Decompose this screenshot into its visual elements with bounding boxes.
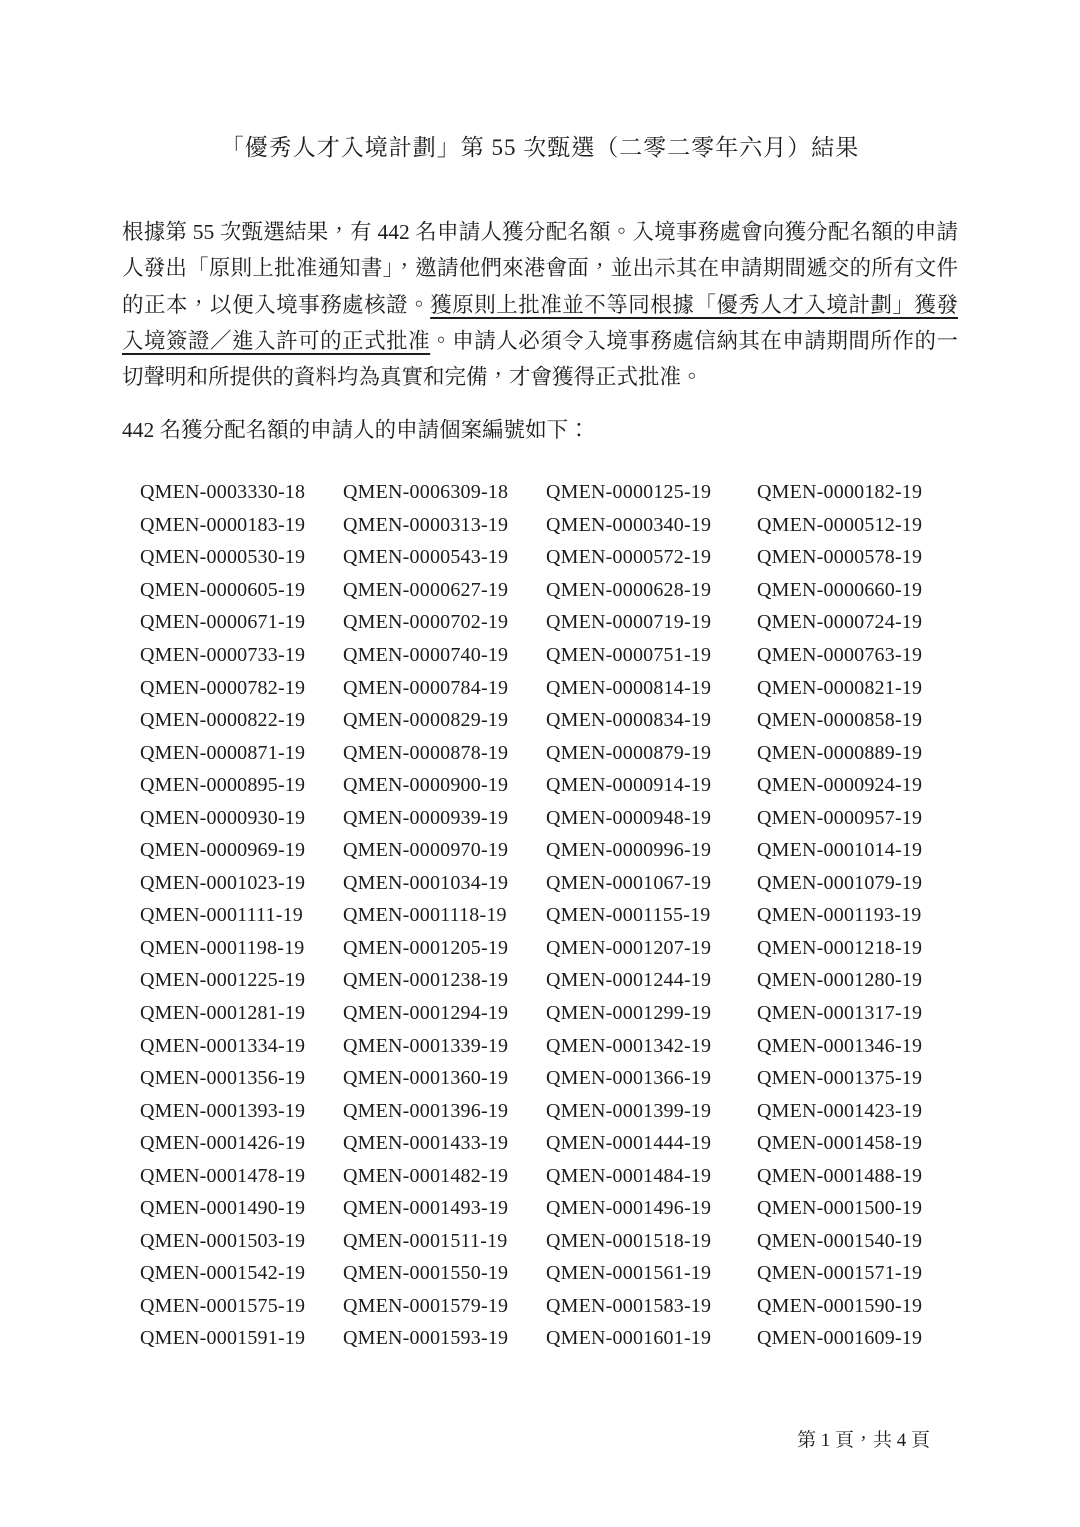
case-row: [140, 542, 940, 575]
case-row: [140, 1193, 940, 1226]
case-number: QMEN-0000948-19: [546, 806, 712, 829]
case-number: QMEN-0001590-19: [757, 1294, 923, 1317]
case-number: QMEN-0001218-19: [757, 936, 923, 959]
case-number: QMEN-0000814-19: [546, 676, 712, 699]
case-number: QMEN-0001360-19: [343, 1067, 509, 1090]
case-number: QMEN-0000733-19: [140, 643, 306, 666]
case-number: QMEN-0000914-19: [546, 774, 712, 797]
case-number: QMEN-0001280-19: [757, 969, 923, 992]
case-number: QMEN-0000924-19: [757, 774, 923, 797]
case-number: QMEN-0001583-19: [546, 1294, 712, 1317]
case-number: QMEN-0001478-19: [140, 1164, 306, 1187]
case-number: QMEN-0000543-19: [343, 546, 509, 569]
case-number: QMEN-0001540-19: [757, 1229, 923, 1252]
case-number: QMEN-0001550-19: [343, 1262, 509, 1285]
case-number: QMEN-0001482-19: [343, 1164, 509, 1187]
case-number: QMEN-0001014-19: [757, 839, 923, 862]
case-number: QMEN-0001023-19: [140, 871, 306, 894]
case-number: QMEN-0001111-19: [140, 904, 303, 927]
case-number: QMEN-0001593-19: [343, 1327, 509, 1350]
case-row: [140, 900, 940, 933]
case-number: QMEN-0001609-19: [757, 1327, 923, 1350]
case-row: [140, 672, 940, 705]
case-row: [140, 997, 940, 1030]
case-row: [140, 639, 940, 672]
case-number: QMEN-0001518-19: [546, 1229, 712, 1252]
case-number: QMEN-0000578-19: [757, 546, 923, 569]
body-paragraph: [122, 214, 958, 395]
case-number: QMEN-0001579-19: [343, 1294, 509, 1317]
case-row: [140, 1030, 940, 1063]
case-list-intro: 442 名獲分配名額的申請人的申請個案編號如下：: [122, 418, 590, 443]
case-row: [140, 932, 940, 965]
case-number: QMEN-0001356-19: [140, 1067, 306, 1090]
case-number-grid: [140, 476, 940, 1355]
case-number: QMEN-0000572-19: [546, 546, 712, 569]
case-number: QMEN-0000125-19: [546, 481, 712, 504]
case-number: QMEN-0000183-19: [140, 513, 306, 536]
case-number: QMEN-0001396-19: [343, 1099, 509, 1122]
case-number: QMEN-0001484-19: [546, 1164, 712, 1187]
case-row: [140, 1062, 940, 1095]
case-number: QMEN-0001225-19: [140, 969, 306, 992]
case-number: QMEN-0001423-19: [757, 1099, 923, 1122]
page-title: 「優秀人才入境計劃」第 55 次甄選（二零二零年六月）結果: [220, 135, 860, 160]
case-number: QMEN-0000829-19: [343, 709, 509, 732]
case-row: [140, 1258, 940, 1291]
case-number: QMEN-0000821-19: [757, 676, 923, 699]
case-row: [140, 574, 940, 607]
case-row: [140, 802, 940, 835]
case-number: QMEN-0006309-18: [343, 481, 509, 504]
case-number: QMEN-0000719-19: [546, 611, 712, 634]
case-number: QMEN-0001334-19: [140, 1034, 306, 1057]
paragraph-text-before: 根據第 55 次甄選結果，有 442 名申請人獲分配名額。入境事務處會向獲分配名額的申請人發出「原則上批准通知書」，邀請他們來港會面，並出示其在申請期間遞交的所有文件的正本，以便入境事務處核證。: [122, 220, 958, 317]
case-number: QMEN-0001342-19: [546, 1034, 712, 1057]
case-number: QMEN-0001488-19: [757, 1164, 923, 1187]
case-number: QMEN-0001444-19: [546, 1132, 712, 1155]
case-number: QMEN-0001503-19: [140, 1229, 306, 1252]
case-number: QMEN-0000340-19: [546, 513, 712, 536]
case-number: QMEN-0000939-19: [343, 806, 509, 829]
paragraph-text-after: 。申請人必須令入境事務處信納其在申請期間所作的一切聲明和所提供的資料均為真實和完備，才會獲得正式批准。: [122, 328, 958, 390]
case-row: [140, 476, 940, 509]
case-row: [140, 1095, 940, 1128]
case-number: QMEN-0000740-19: [343, 643, 509, 666]
case-number: QMEN-0001561-19: [546, 1262, 712, 1285]
case-number: QMEN-0000628-19: [546, 578, 712, 601]
case-number: QMEN-0000671-19: [140, 611, 306, 634]
case-number: QMEN-0000878-19: [343, 741, 509, 764]
case-number: QMEN-0001155-19: [546, 904, 711, 927]
case-number: QMEN-0001601-19: [546, 1327, 712, 1350]
case-number: QMEN-0000530-19: [140, 546, 306, 569]
case-row: [140, 867, 940, 900]
case-number: QMEN-0000834-19: [546, 709, 712, 732]
case-number: QMEN-0000822-19: [140, 709, 306, 732]
case-number: QMEN-0001299-19: [546, 1002, 712, 1024]
case-number: QMEN-0000782-19: [140, 676, 306, 699]
case-number: QMEN-0001198-19: [140, 936, 305, 959]
case-row: [140, 1225, 940, 1258]
case-number: QMEN-0000895-19: [140, 774, 306, 797]
case-number: QMEN-0000660-19: [757, 578, 923, 601]
case-number: QMEN-0001205-19: [343, 936, 509, 959]
case-number: QMEN-0001244-19: [546, 969, 712, 992]
case-number: QMEN-0000627-19: [343, 578, 509, 601]
case-number: QMEN-0000858-19: [757, 709, 923, 732]
case-number: QMEN-0001238-19: [343, 969, 509, 992]
case-row: [140, 704, 940, 737]
case-number: QMEN-0001426-19: [140, 1132, 306, 1155]
case-number: QMEN-0000313-19: [343, 513, 509, 536]
case-number: QMEN-0000969-19: [140, 839, 306, 862]
case-number: QMEN-0000889-19: [757, 741, 923, 764]
case-number: QMEN-0001542-19: [140, 1262, 306, 1285]
case-number: QMEN-0001458-19: [757, 1132, 923, 1155]
case-number: QMEN-0001571-19: [757, 1262, 923, 1285]
case-number: QMEN-0001575-19: [140, 1294, 306, 1317]
case-number: QMEN-0000996-19: [546, 839, 712, 862]
case-number: QMEN-0000724-19: [757, 611, 923, 634]
case-number: QMEN-0001118-19: [343, 904, 507, 927]
case-number: QMEN-0001294-19: [343, 1002, 509, 1024]
case-number: QMEN-0001317-19: [757, 1002, 923, 1024]
case-number: QMEN-0001591-19: [140, 1327, 306, 1350]
case-number: QMEN-0001193-19: [757, 904, 922, 927]
case-row: [140, 835, 940, 868]
case-number: QMEN-0001207-19: [546, 936, 712, 959]
case-row: [140, 1127, 940, 1160]
case-number: QMEN-0003330-18: [140, 481, 306, 504]
case-row: [140, 1290, 940, 1323]
case-number: QMEN-0001399-19: [546, 1099, 712, 1122]
case-number: QMEN-0000702-19: [343, 611, 509, 634]
case-number: QMEN-0000784-19: [343, 676, 509, 699]
case-number: QMEN-0001493-19: [343, 1197, 509, 1220]
case-number: QMEN-0001375-19: [757, 1067, 923, 1090]
case-row: [140, 737, 940, 770]
case-number: QMEN-0001346-19: [757, 1034, 923, 1057]
case-number: QMEN-0001067-19: [546, 871, 712, 894]
case-number: QMEN-0001079-19: [757, 871, 923, 894]
case-number: QMEN-0001393-19: [140, 1099, 306, 1122]
case-number: QMEN-0001433-19: [343, 1132, 509, 1155]
case-number: QMEN-0001339-19: [343, 1034, 509, 1057]
case-row: [140, 607, 940, 640]
case-number: QMEN-0001366-19: [546, 1067, 712, 1090]
case-number: QMEN-0000871-19: [140, 741, 306, 764]
case-row: [140, 1323, 940, 1356]
case-number: QMEN-0001034-19: [343, 871, 509, 894]
case-row: [140, 509, 940, 542]
case-number: QMEN-0001490-19: [140, 1197, 306, 1220]
case-number: QMEN-0000970-19: [343, 839, 509, 862]
case-row: [140, 769, 940, 802]
case-number: QMEN-0000900-19: [343, 774, 509, 797]
case-number: QMEN-0000957-19: [757, 806, 923, 829]
case-number: QMEN-0000930-19: [140, 806, 306, 829]
case-row: [140, 965, 940, 998]
case-number: QMEN-0001500-19: [757, 1197, 923, 1220]
case-number: QMEN-0000182-19: [757, 481, 923, 504]
case-number: QMEN-0000751-19: [546, 643, 712, 666]
case-number: QMEN-0000879-19: [546, 741, 712, 764]
paragraph-text-underlined: 獲原則上批准並不等同根據「優秀人才入境計劃」獲發入境簽證／進入許可的正式批准: [122, 292, 958, 353]
case-number: QMEN-0000512-19: [757, 513, 923, 536]
case-number: QMEN-0001511-19: [343, 1229, 508, 1252]
case-number: QMEN-0000763-19: [757, 643, 923, 666]
case-number: QMEN-0000605-19: [140, 578, 306, 601]
case-row: [140, 1160, 940, 1193]
case-number: QMEN-0001496-19: [546, 1197, 712, 1220]
case-number: QMEN-0001281-19: [140, 1002, 306, 1024]
page-footer: 第 1 頁，共 4 頁: [796, 1430, 930, 1451]
